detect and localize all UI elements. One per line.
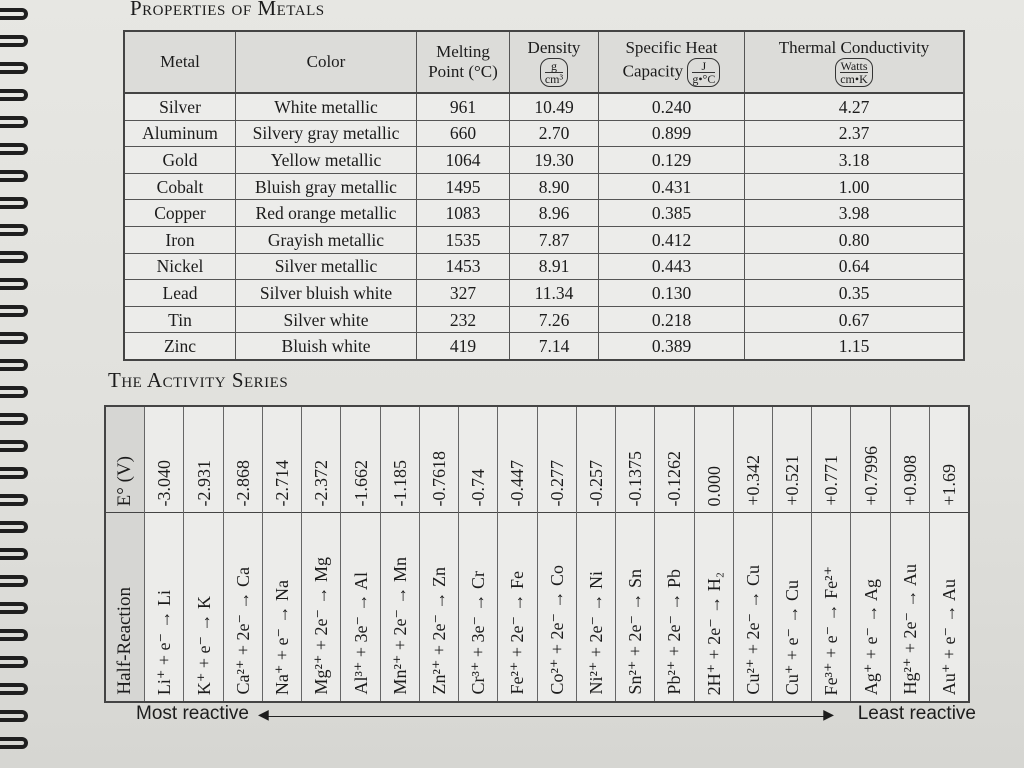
potential-value: -0.1262 (664, 450, 685, 506)
cell-cond: 0.64 (745, 253, 965, 280)
potential-value: -2.714 (272, 459, 293, 506)
activity-column (498, 407, 537, 701)
spiral-ring (0, 575, 28, 587)
cell-color: Silver white (236, 306, 417, 333)
cell-heat: 0.240 (599, 93, 745, 120)
cell-density: 2.70 (510, 120, 599, 147)
spiral-ring (0, 305, 28, 317)
cell-cond: 1.15 (745, 333, 965, 360)
spiral-ring (0, 629, 28, 641)
half-reaction: 2H⁺ + 2e⁻ → H₂ (703, 571, 724, 695)
activity-column (302, 407, 341, 701)
spiral-ring (0, 521, 28, 533)
activity-series-table (104, 405, 970, 703)
cell-metal: Tin (124, 306, 236, 333)
table-row (124, 120, 964, 147)
activity-column (734, 407, 773, 701)
potential-value: +0.7996 (860, 446, 881, 506)
cell-metal: Gold (124, 147, 236, 174)
cell-density: 19.30 (510, 147, 599, 174)
half-reaction: Cu²⁺ + 2e⁻ → Cu (742, 565, 763, 695)
spiral-ring (0, 683, 28, 695)
half-reaction: Li⁺ + e⁻ → Li (154, 589, 175, 695)
least-reactive-label: Least reactive (857, 703, 976, 724)
potential-value: -0.277 (546, 459, 567, 506)
cell-metal: Copper (124, 200, 236, 227)
cell-density: 10.49 (510, 93, 599, 120)
spiral-ring (0, 710, 28, 722)
spiral-ring (0, 386, 28, 398)
potential-value: +0.771 (821, 455, 842, 506)
cell-heat: 0.443 (599, 253, 745, 280)
half-reaction: Ni²⁺ + 2e⁻ → Ni (585, 571, 606, 695)
spiral-ring (0, 143, 28, 155)
half-reaction: K⁺ + e⁻ → K (193, 595, 214, 695)
header-thermal-conductivity: Thermal Conductivity $\frac{\text{Watts}}{cm•K}$ (745, 31, 965, 93)
cell-color: Silver bluish white (236, 280, 417, 307)
half-reaction: Al³⁺ + 3e⁻ → Al (350, 572, 371, 695)
arrow-right-icon: ▶ (823, 708, 834, 723)
potential-value: -0.7618 (428, 450, 449, 506)
properties-table-body (124, 93, 964, 360)
cell-melting: 1064 (417, 147, 510, 174)
table-row (124, 147, 964, 174)
cell-color: Bluish white (236, 333, 417, 360)
arrow-left-icon: ◀ (258, 708, 269, 723)
activity-column (577, 407, 616, 701)
cell-melting: 232 (417, 306, 510, 333)
cell-metal: Cobalt (124, 173, 236, 200)
cell-cond: 3.98 (745, 200, 965, 227)
cell-color: White metallic (236, 93, 417, 120)
spiral-ring (0, 89, 28, 101)
spiral-ring (0, 116, 28, 128)
half-reaction: Na⁺ + e⁻ → Na (272, 579, 293, 695)
activity-column (459, 407, 498, 701)
cell-cond: 0.80 (745, 226, 965, 253)
activity-column (263, 407, 302, 701)
activity-column (655, 407, 694, 701)
activity-column (812, 407, 851, 701)
potential-value: -2.868 (232, 459, 253, 506)
half-reaction: Mg²⁺ + 2e⁻ → Mg (311, 557, 332, 695)
half-reaction: Fe³⁺ + e⁻ → Fe²⁺ (821, 565, 842, 695)
activity-column (184, 407, 223, 701)
activity-column (341, 407, 380, 701)
potential-value: -3.040 (154, 459, 175, 506)
half-reaction: Co²⁺ + 2e⁻ → Co (546, 565, 567, 695)
spiral-ring (0, 224, 28, 236)
cell-heat: 0.412 (599, 226, 745, 253)
cell-density: 11.34 (510, 280, 599, 307)
cell-heat: 0.218 (599, 306, 745, 333)
cell-cond: 1.00 (745, 173, 965, 200)
cell-metal: Silver (124, 93, 236, 120)
activity-header-column (106, 407, 145, 701)
cell-melting: 1453 (417, 253, 510, 280)
activity-column (616, 407, 655, 701)
potential-value: -0.447 (507, 459, 528, 506)
potential-value: +0.521 (782, 455, 803, 506)
activity-column (930, 407, 968, 701)
cell-melting: 961 (417, 93, 510, 120)
spiral-ring (0, 62, 28, 74)
cell-metal: Zinc (124, 333, 236, 360)
spiral-ring (0, 737, 28, 749)
cell-melting: 660 (417, 120, 510, 147)
cell-density: 8.90 (510, 173, 599, 200)
spiral-ring (0, 413, 28, 425)
spiral-ring (0, 35, 28, 47)
potential-value: +1.69 (939, 464, 960, 506)
density-unit: $\frac{g}{\text{cm³}}$ (540, 58, 568, 87)
cell-color: Red orange metallic (236, 200, 417, 227)
potential-value: -2.372 (311, 459, 332, 506)
activity-column (695, 407, 734, 701)
header-density: Density $\frac{g}{\text{cm³}}$ (510, 31, 599, 93)
cell-melting: 327 (417, 280, 510, 307)
cell-melting: 1535 (417, 226, 510, 253)
spiral-ring (0, 251, 28, 263)
potential-value: -0.1375 (625, 450, 646, 506)
most-reactive-label: Most reactive (136, 703, 249, 724)
cell-density: 8.91 (510, 253, 599, 280)
activity-column (145, 407, 184, 701)
cell-cond: 4.27 (745, 93, 965, 120)
half-reaction: Mn²⁺ + 2e⁻ → Mn (389, 557, 410, 695)
activity-column (851, 407, 890, 701)
header-potential: E° (V) (114, 455, 136, 506)
potential-value: +0.342 (742, 455, 763, 506)
potential-value: 0.000 (703, 465, 724, 506)
spiral-ring (0, 170, 28, 182)
activity-column (224, 407, 263, 701)
potential-value: -1.185 (389, 459, 410, 506)
spiral-ring (0, 359, 28, 371)
heat-unit: $\frac{J}{g•^\circ C}$ (687, 58, 720, 87)
half-reaction: Cu⁺ + e⁻ → Cu (782, 579, 803, 695)
cell-density: 8.96 (510, 200, 599, 227)
cell-heat: 0.129 (599, 147, 745, 174)
cell-heat: 0.130 (599, 280, 745, 307)
cell-cond: 2.37 (745, 120, 965, 147)
activity-column (420, 407, 459, 701)
spiral-ring (0, 278, 28, 290)
cell-metal: Iron (124, 226, 236, 253)
spiral-ring (0, 548, 28, 560)
cell-metal: Aluminum (124, 120, 236, 147)
header-half-reaction: Half-Reaction (114, 587, 136, 695)
header-metal: Metal (124, 31, 236, 93)
header-specific-heat: Specific Heat Capacity $\frac{J}{g•^\circ C}$ (599, 31, 745, 93)
cell-heat: 0.899 (599, 120, 745, 147)
table-row (124, 173, 964, 200)
spiral-ring (0, 656, 28, 668)
spiral-binding (0, 0, 40, 768)
half-reaction: Ca²⁺ + 2e⁻ → Ca (232, 567, 253, 695)
activity-column (538, 407, 577, 701)
potential-value: -0.74 (468, 468, 489, 506)
spiral-ring (0, 197, 28, 209)
properties-heading: Properties of Metals (130, 0, 325, 20)
half-reaction: Hg²⁺ + 2e⁻ → Au (899, 564, 920, 695)
cell-metal: Lead (124, 280, 236, 307)
spiral-ring (0, 602, 28, 614)
cell-color: Yellow metallic (236, 147, 417, 174)
half-reaction: Ag⁺ + e⁻ → Ag (860, 578, 881, 695)
spiral-ring (0, 8, 28, 20)
cell-density: 7.26 (510, 306, 599, 333)
half-reaction: Pb²⁺ + 2e⁻ → Pb (664, 569, 685, 695)
cell-density: 7.87 (510, 226, 599, 253)
cell-cond: 3.18 (745, 147, 965, 174)
potential-value: +0.908 (899, 455, 920, 506)
activity-column (773, 407, 812, 701)
spiral-ring (0, 494, 28, 506)
table-row (124, 306, 964, 333)
table-row (124, 93, 964, 120)
half-reaction: Sn²⁺ + 2e⁻ → Sn (625, 569, 646, 695)
table-row (124, 200, 964, 227)
half-reaction: Au⁺ + e⁻ → Au (939, 578, 960, 695)
table-row (124, 226, 964, 253)
arrow-line (266, 716, 826, 717)
cell-color: Bluish gray metallic (236, 173, 417, 200)
table-row (124, 253, 964, 280)
cell-color: Grayish metallic (236, 226, 417, 253)
spiral-ring (0, 467, 28, 479)
table-header-row (124, 31, 964, 93)
reactivity-arrow (136, 703, 976, 731)
cell-melting: 1083 (417, 200, 510, 227)
spiral-ring (0, 332, 28, 344)
activity-series-heading: The Activity Series (108, 368, 289, 392)
cell-metal: Nickel (124, 253, 236, 280)
cell-cond: 0.67 (745, 306, 965, 333)
cell-cond: 0.35 (745, 280, 965, 307)
cell-melting: 1495 (417, 173, 510, 200)
half-reaction: Zn²⁺ + 2e⁻ → Zn (428, 567, 449, 695)
potential-value: -2.931 (193, 459, 214, 506)
table-row (124, 280, 964, 307)
half-reaction: Fe²⁺ + 2e⁻ → Fe (507, 571, 528, 695)
cell-heat: 0.431 (599, 173, 745, 200)
cell-density: 7.14 (510, 333, 599, 360)
activity-column (891, 407, 930, 701)
spiral-ring (0, 440, 28, 452)
half-reaction: Cr³⁺ + 3e⁻ → Cr (468, 571, 489, 695)
cell-heat: 0.389 (599, 333, 745, 360)
cell-color: Silver metallic (236, 253, 417, 280)
cell-heat: 0.385 (599, 200, 745, 227)
potential-value: -0.257 (585, 459, 606, 506)
cell-color: Silvery gray metallic (236, 120, 417, 147)
table-row (124, 333, 964, 360)
metals-properties-table (123, 30, 965, 361)
activity-column (381, 407, 420, 701)
cell-melting: 419 (417, 333, 510, 360)
header-color: Color (236, 31, 417, 93)
potential-value: -1.662 (350, 459, 371, 506)
conductivity-unit: $\frac{\text{Watts}}{cm•K}$ (835, 58, 873, 87)
header-melting-point: Melting Point (°C) (417, 31, 510, 93)
